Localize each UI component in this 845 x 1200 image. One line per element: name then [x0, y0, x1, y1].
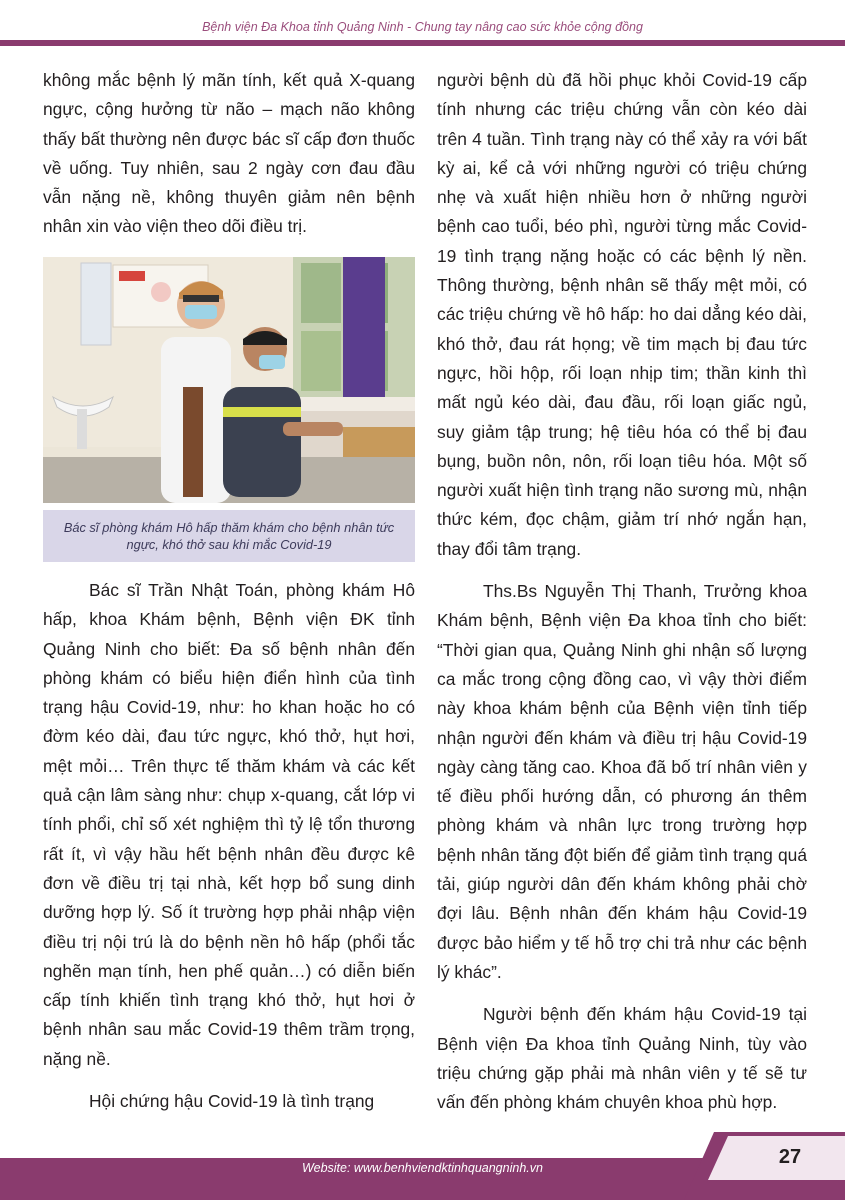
header-bar: [0, 40, 845, 46]
paragraph: Người bệnh đến khám hậu Covid-19 tại Bệnh viện Đa khoa tỉnh Quảng Ninh, tùy vào triệu chứng gặp phải mà nhân viên y tế sẽ tư vấn đến phòng khám chuyên khoa phù hợp.: [437, 1004, 807, 1113]
paragraph: người bệnh dù đã hồi phục khỏi Covid-19 cấp tính nhưng các triệu chứng vẫn còn kéo dài trên 4 tuần. Tình trạng này có thể xảy ra với bất kỳ ai, kể cả với những người có triệu chứng nhẹ và xuất hiện nhiều hơn ở những người bệnh cao tuổi, béo phì, người từng mắc Covid-19 tình trạng nặng hoặc có các bệnh lý nền. Thông thường, bệnh nhân sẽ thấy mệt mỏi, có các triệu chứng về hô hấp: ho dai dẳng kéo dài, khó thở, đau rát họng; về tim mạch bị đau tức ngực, hồi hộp, rối loạn nhịp tim; thần kinh thì mất ngủ kéo dài, đau đầu, rối loạn giấc ngủ, suy giảm tập trung; hệ tiêu hóa có thể bị đau bụng, buồn nôn, nôn, rối loạn tiêu hóa. Một số người xuất hiện tình trạng não sương mù, nhận thức kém, đọc chậm, giảm trí nhớ ngắn hạn, thay đổi tâm trạng.: [437, 70, 807, 559]
paragraph: Bác sĩ Trần Nhật Toán, phòng khám Hô hấp, khoa Khám bệnh, Bệnh viện ĐK tỉnh Quảng Ninh cho biết: Đa số bệnh nhân đến phòng khám có biểu hiện điển hình của tình trạng hậu Covid-19, như: ho khan hoặc ho có đờm kéo dài, đau tức ngực, khó thở, hụt hơi, mệt mỏi… Trên thực tế thăm khám và các kết quả cận lâm sàng như: chụp x-quang, cắt lớp vi tính phổi, chỉ số xét nghiệm thì tỷ lệ tổn thương rất ít, vì vậy hầu hết bệnh nhân đều được kê đơn về điều trị tại nhà, kết hợp bổ sung dinh dưỡng hợp lý. Số ít trường hợp phải nhập viện điều trị nội trú là do bệnh nền hô hấp (phổi tắc nghẽn mạn tính, hen phế quản…) có diễn biến cấp tính khiến tình trạng khó thở, hụt hơi ở bệnh nhân sau mắc Covid-19 thêm trầm trọng, nặng nề.: [43, 580, 415, 1069]
left-column: [43, 66, 415, 242]
right-column: [437, 66, 807, 1117]
running-header: Bệnh viện Đa Khoa tỉnh Quảng Ninh - Chung tay nâng cao sức khỏe cộng đồng: [202, 20, 643, 34]
photo-caption: Bác sĩ phòng khám Hô hấp thăm khám cho bệnh nhân tức ngực, khó thở sau khi mắc Covid-19: [43, 510, 415, 562]
paragraph: Hội chứng hậu Covid-19 là tình trạng: [89, 1091, 375, 1112]
paragraph: không mắc bệnh lý mãn tính, kết quả X-quang ngực, cộng hưởng từ não – mạch não không thấy bất thường nên được bác sĩ cấp đơn thuốc về uống. Tuy nhiên, sau 2 ngày cơn đau đầu vẫn nặng nề, không thuyên giảm nên bệnh nhân xin vào viện theo dõi điều trị.: [43, 70, 415, 237]
paragraph: Ths.Bs Nguyễn Thị Thanh, Trưởng khoa Khám bệnh, Bệnh viện Đa khoa tỉnh cho biết: “Thời gian qua, Quảng Ninh ghi nhận số lượng ca mắc trong cộng đồng cao, vì vậy thời điểm này khoa khám bệnh của Bệnh viện tỉnh tiếp nhận người đến khám và điều trị hậu Covid-19 ngày càng tăng cao. Khoa đã bố trí nhân viên y tế điều phối hướng dẫn, có phương án thêm phòng khám và nhân lực trong trường hợp bệnh nhân tăng đột biến để giảm tình trạng quá tải, giúp người dân đến khám không phải chờ đợi lâu. Bệnh nhân đến khám hậu Covid-19 được bảo hiểm y tế hỗ trợ chi trả như các bệnh lý khác”.: [437, 581, 807, 982]
article-photo: [43, 257, 415, 503]
left-column-lower: [43, 576, 415, 1116]
footer-website: Website: www.benhviendktinhquangninh.vn: [302, 1161, 543, 1175]
doctor-examining-patient-image: [43, 257, 415, 503]
page-number: 27: [778, 1146, 802, 1168]
